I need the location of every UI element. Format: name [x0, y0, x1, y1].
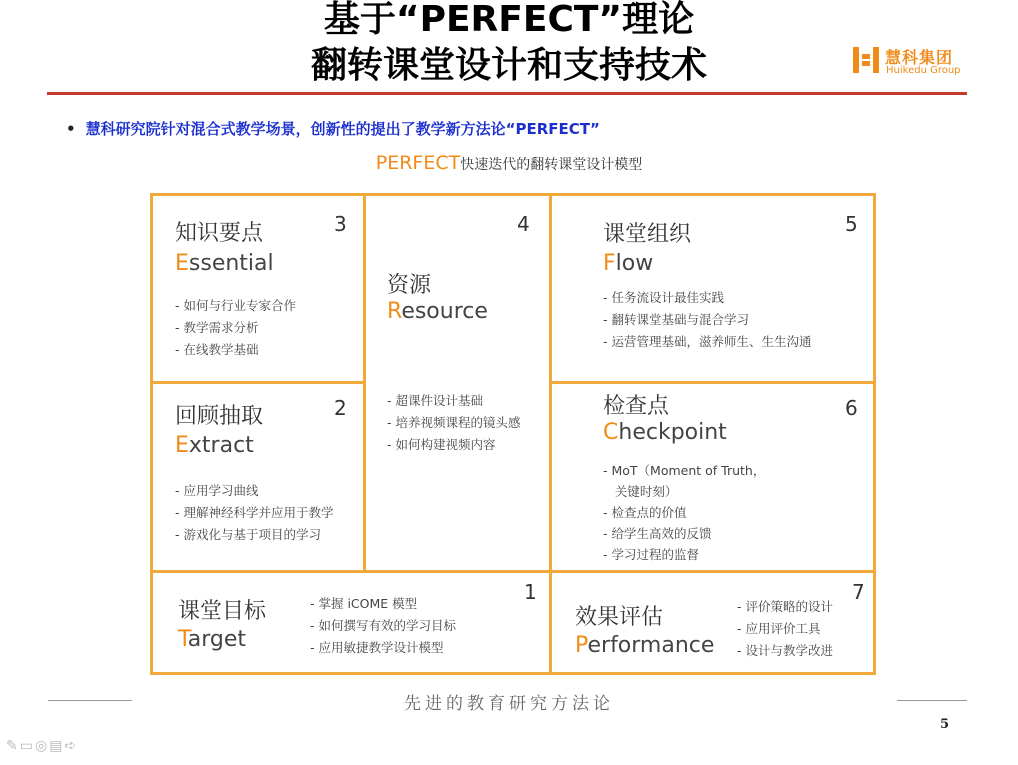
list-item: - 在线教学基础 [175, 342, 259, 357]
logo-text-en: Huikedu Group [886, 65, 961, 76]
grid-divider [549, 193, 552, 675]
title-divider [47, 92, 967, 95]
model-subtitle-text: 快速迭代的翻转课堂设计模型 [460, 157, 643, 173]
list-item: - 应用学习曲线 [175, 483, 259, 498]
list-item: - 培养视频课程的镜头感 [387, 415, 521, 430]
cell-title-en: Resource [387, 299, 488, 324]
slide-title-line2: 翻转课堂设计和支持技术 [310, 45, 707, 86]
model-subtitle [0, 152, 1018, 174]
list-item: - 游戏化与基于项目的学习 [175, 527, 321, 542]
list-item: - 掌握 iCOME 模型 [310, 596, 418, 611]
cell-items [737, 596, 833, 662]
list-item: - 评价策略的设计 [737, 599, 833, 614]
cell-items [175, 295, 296, 361]
company-logo [852, 45, 972, 77]
list-item: - 如何与行业专家合作 [175, 298, 296, 313]
cell-number: 6 [845, 396, 858, 420]
list-item: - 检查点的价值 [603, 505, 687, 520]
cell-title-cn: 资源 [387, 273, 432, 298]
page-number: 5 [940, 717, 950, 732]
cell-title-en: Performance [575, 633, 715, 658]
cell-title-cn: 课堂目标 [178, 599, 267, 624]
cell-title-cn: 效果评估 [575, 605, 664, 630]
cell-number: 2 [334, 396, 347, 420]
cell-title-en: Target [178, 627, 247, 652]
list-item: - 给学生高效的反馈 [603, 526, 712, 541]
list-item: - 理解神经科学并应用于教学 [175, 505, 334, 520]
cell-number: 7 [852, 580, 865, 604]
arrow-icon[interactable]: ➪ [64, 738, 79, 754]
list-item: 关键时刻） [603, 484, 678, 499]
slide-title-line1: 基于“PERFECT”理论 [323, 0, 695, 40]
intro-bullet [66, 118, 600, 139]
list-item: - MoT（Moment of Truth， [603, 463, 766, 478]
list-item: - 超课件设计基础 [387, 393, 483, 408]
footer-caption: 先进的教育研究方法论 [404, 694, 614, 714]
list-item: - 教学需求分析 [175, 320, 259, 335]
cell-title-en: Flow [603, 251, 654, 276]
list-item: - 设计与教学改进 [737, 643, 833, 658]
cell-title-cn: 检查点 [603, 394, 670, 419]
cell-title-en: Extract [175, 433, 254, 458]
model-brand: PERFECT [375, 152, 461, 174]
cell-title-en: Checkpoint [603, 420, 727, 445]
cell-number: 1 [524, 580, 537, 604]
cell-items [310, 593, 456, 659]
cell-items [603, 287, 812, 353]
cell-items [603, 460, 765, 565]
cell-items [175, 480, 334, 546]
list-item: - 如何撰写有效的学习目标 [310, 618, 456, 633]
cell-number: 5 [845, 212, 858, 236]
cell-title-cn: 知识要点 [175, 221, 264, 246]
list-item: - 应用敏捷教学设计模型 [310, 640, 444, 655]
cell-number: 4 [517, 212, 530, 236]
grid-divider [549, 381, 876, 384]
list-item: - 翻转课堂基础与混合学习 [603, 312, 749, 327]
notes-icon[interactable]: ▤ [49, 738, 65, 754]
zoom-icon[interactable]: ◎ [34, 738, 50, 754]
list-item: - 如何构建视频内容 [387, 437, 496, 452]
cell-title-cn: 回顾抽取 [175, 404, 264, 429]
bullet-dot: • [66, 120, 76, 138]
grid-divider [150, 381, 366, 384]
list-item: - 应用评价工具 [737, 621, 821, 636]
cell-items [387, 390, 520, 456]
slides-icon[interactable]: ▭ [19, 738, 35, 754]
logo-h-icon [852, 45, 880, 75]
logo-text-cn: 慧科集团 [885, 48, 954, 67]
list-item: - 学习过程的监督 [603, 547, 699, 562]
list-item: - 运营管理基础，滋养师生、生生沟通 [603, 334, 812, 349]
grid-divider [150, 570, 876, 573]
intro-text: 慧科研究院针对混合式教学场景，创新性的提出了教学新方法论“PERFECT” [85, 120, 600, 138]
cell-number: 3 [334, 212, 347, 236]
list-item: - 任务流设计最佳实践 [603, 290, 724, 305]
slideshow-toolbar [6, 738, 78, 754]
cell-title-cn: 课堂组织 [603, 222, 692, 247]
cell-title-en: Essential [175, 251, 274, 276]
pen-icon[interactable]: ✎ [6, 738, 20, 754]
